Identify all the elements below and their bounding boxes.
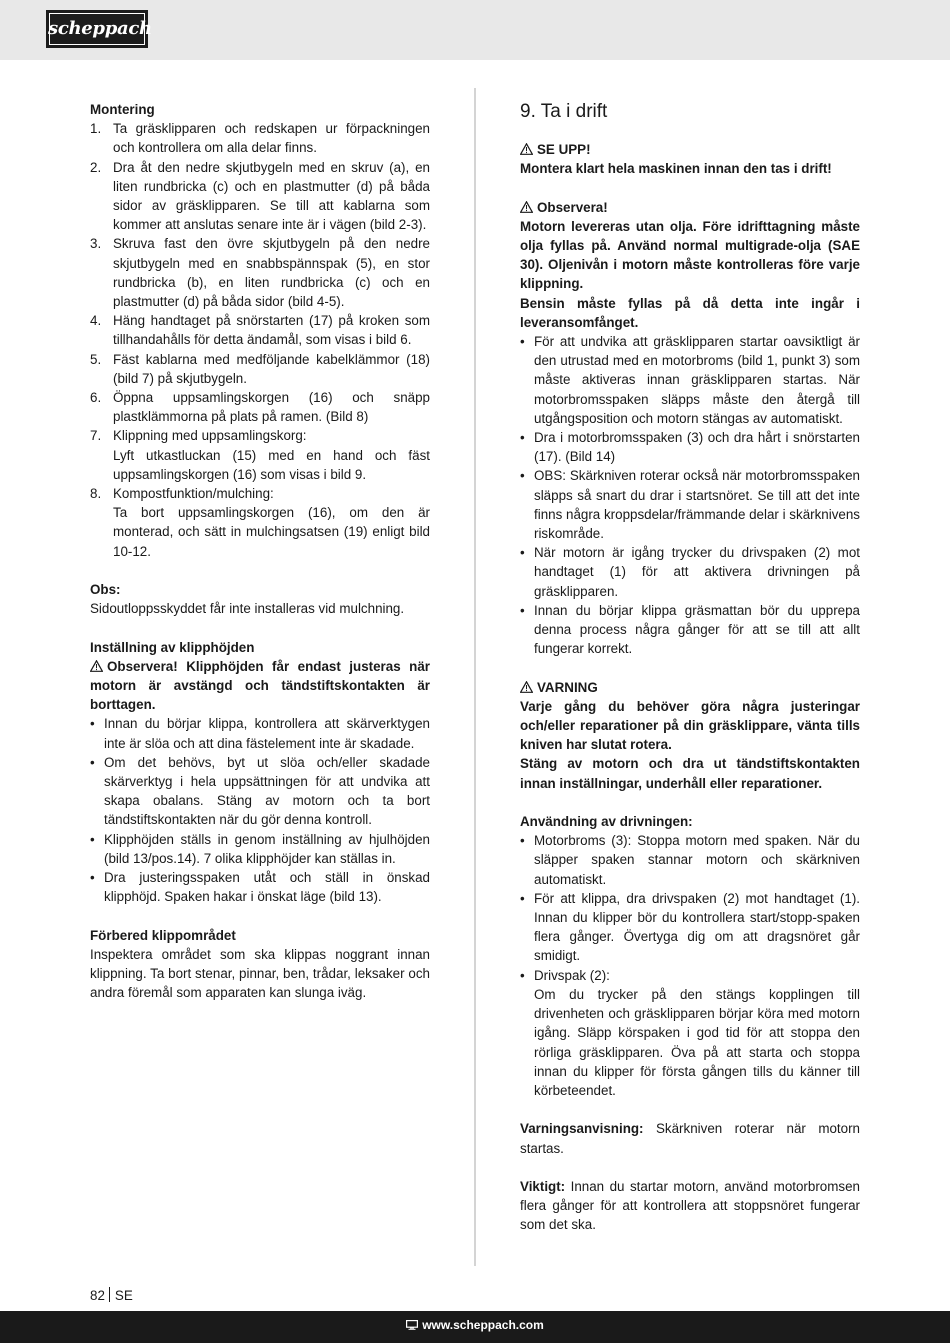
list-item: • Dra i motorbromsspaken (3) och dra hårt i snörstarten (17). (Bild 14) bbox=[520, 428, 860, 466]
warning-icon bbox=[520, 201, 533, 213]
obs-text: Sidoutloppsskyddet får inte installeras vid mulchning. bbox=[90, 601, 405, 617]
anvandning-title: Användning av drivningen: bbox=[520, 814, 693, 830]
header-bar bbox=[0, 0, 950, 60]
list-item: • Klipphöjden ställs in genom inställning av hjulhöjden (bild 13/pos.14). 7 olika klipphöjder kan ställas in. bbox=[90, 830, 430, 868]
forbered-text: Inspektera området som ska klippas noggrant innan klippning. Ta bort stenar, pinnar, ben, trådar, leksaker och andra föremål som apparaten kan slunga iväg. bbox=[90, 946, 430, 1001]
brand-logo: scheppach bbox=[46, 10, 148, 48]
varning-label: VARNING bbox=[520, 678, 860, 697]
montering-title: Montering bbox=[90, 102, 155, 117]
varning-text: Varje gång du behöver göra några justeringar och/eller reparationer på din gräsklippare, vänta tills kniven har slutat rotera. bbox=[520, 698, 860, 753]
list-item: • Dra justeringsspaken utåt och ställ in önskad klipphöjd. Spaken hakar i önskat läge (bild 13). bbox=[90, 868, 430, 906]
anvandning-list bbox=[520, 831, 860, 1100]
varning-text-2: Stäng av motorn och dra ut tändstiftskontakten innan inställningar, underhåll eller reparationer. bbox=[520, 756, 860, 791]
list-item: 1. Ta gräsklipparen och redskapen ur förpackningen och kontrollera om alla delar finns. bbox=[90, 121, 430, 156]
section-heading: 9. Ta i drift bbox=[520, 101, 608, 122]
drift-list bbox=[520, 332, 860, 658]
list-item: • Drivspak (2): Om du trycker på den stängs kopplingen till drivenheten och gräsklipparen börjar köra med motorn igång. Släpp körspaken i god tid för att stoppa den rörliga gräsklipparen. Öva på att starta och stoppa innan du klipper för första gången tills du känner till körbeteendet. bbox=[520, 966, 860, 1100]
obs-title: Obs: bbox=[90, 582, 121, 598]
list-item: 6. Öppna uppsamlingskorgen (16) och snäpp plastklämmorna på plats på ramen. (Bild 8) bbox=[90, 390, 430, 425]
list-item: 5. Fäst kablarna med medföljande kabelklämmor (18) (bild 7) på skjutbygeln. bbox=[90, 351, 430, 386]
list-item: 2. Dra åt den nedre skjutbygeln med en skruv (a), en liten rundbricka (c) och en plastmutter (d) på båda sidor av gräsklipparen. Se till att kablarna som kommer att anslutas senare inte är i vägen (bild 2-3). bbox=[90, 159, 430, 233]
page-number: 82 SE bbox=[90, 1288, 133, 1303]
right-column bbox=[520, 100, 860, 1235]
montering-list bbox=[90, 119, 430, 561]
list-item: • När motorn är igång trycker du drivspaken (2) mot handtaget (1) för att aktivera drivningen på gräsklipparen. bbox=[520, 543, 860, 601]
warning-icon bbox=[90, 660, 103, 672]
list-item: 8. Kompostfunktion/mulching: Ta bort uppsamlingskorgen (16), om den är monterad, och sätt in mulchingsatsen (19) enligt bild 10-12. bbox=[90, 486, 430, 559]
list-item: 4. Häng handtaget på snörstarten (17) på kroken som tillhandahålls för detta ändamål, som visas i bild 6. bbox=[90, 313, 430, 348]
bensin-text: Bensin måste fyllas på då detta inte ingår i leveransomfånget. bbox=[520, 295, 860, 330]
column-divider bbox=[474, 88, 476, 1266]
list-item: • Innan du börjar klippa, kontrollera att skärverktygen inte är slöa och att dina fästelement inte är skadade. bbox=[90, 714, 430, 752]
forbered-title: Förbered klippområdet bbox=[90, 927, 236, 943]
monitor-icon bbox=[406, 1320, 418, 1330]
seupp-text: Montera klart hela maskinen innan den tas i drift! bbox=[520, 161, 832, 177]
list-item: 7. Klippning med uppsamlingskorg: Lyft utkastluckan (15) med en hand och fäst uppsamlingskorgen (16) som visas i bild 9. bbox=[90, 428, 430, 482]
list-item: • För att undvika att gräsklipparen startar oavsiktligt är den utrustad med en motorbroms (bild 1, punkt 3) som måste aktiveras innan gräsklipparen startas. När motorbromsspaken släpps måste den återgå till utgångsposition och motorn stängas av automatiskt. bbox=[520, 332, 860, 428]
klipphojd-warning: Observera! Klipphöjden får endast justeras när motorn är avstängd och tändstiftskontakten är borttagen. bbox=[90, 658, 430, 713]
list-item: 3. Skruva fast den övre skjutbygeln på den nedre skjutbygeln med en snabbspännspak (5), en stor rundbricka (b), en liten rundbricka (c) och en plastmutter (d) på båda sidor (bild 4-5). bbox=[90, 236, 430, 310]
website-link[interactable]: www.scheppach.com bbox=[422, 1318, 544, 1332]
seupp-label: SE UPP! bbox=[520, 140, 860, 159]
klipphojd-list bbox=[90, 714, 430, 906]
list-item: • OBS: Skärkniven roterar också när motorbromsspaken släpps så snart du drar i startsnöret. Se till att det inte finns några kroppsdelar/främmande delar i skärknivens riskområde. bbox=[520, 466, 860, 543]
list-item: • Innan du börjar klippa gräsmattan bör du upprepa denna process några gånger för att se till att allt fungerar korrekt. bbox=[520, 601, 860, 659]
observera-text: Motorn levereras utan olja. Före idrifttagning måste olja fyllas på. Använd normal multigrade-olja (SAE 30). Oljenivån i motorn måste kontrolleras före varje klippning. bbox=[520, 218, 860, 292]
warning-icon bbox=[520, 681, 533, 693]
left-column bbox=[90, 100, 430, 1003]
footer-bar bbox=[0, 1311, 950, 1343]
list-item: • Om det behövs, byt ut slöa och/eller skadade skärverktyg i hela uppsättningen för att undvika att skapa obalans. Stäng av motorn och ta bort tändstiftskontakten när du gör denna kontroll. bbox=[90, 753, 430, 830]
list-item: • Motorbroms (3): Stoppa motorn med spaken. När du släpper spaken stannar motorn och skärkniven automatiskt. bbox=[520, 831, 860, 889]
klipphojd-title: Inställning av klipphöjden bbox=[90, 639, 255, 655]
viktigt-note: Viktigt: Innan du startar motorn, använd motorbromsen flera gånger för att kontrollera att stoppsnöret fungerar som det ska. bbox=[520, 1178, 860, 1233]
observera-label: Observera! bbox=[520, 198, 860, 217]
list-item: • För att klippa, dra drivspaken (2) mot handtaget (1). Innan du klipper bör du kontrollera start/stopp-spaken flera gånger. Övertyga dig om att dragsnöret går smidigt. bbox=[520, 889, 860, 966]
warning-icon bbox=[520, 143, 533, 155]
varningsanvisning: Varningsanvisning: Skärkniven roterar när motorn startas. bbox=[520, 1121, 860, 1156]
